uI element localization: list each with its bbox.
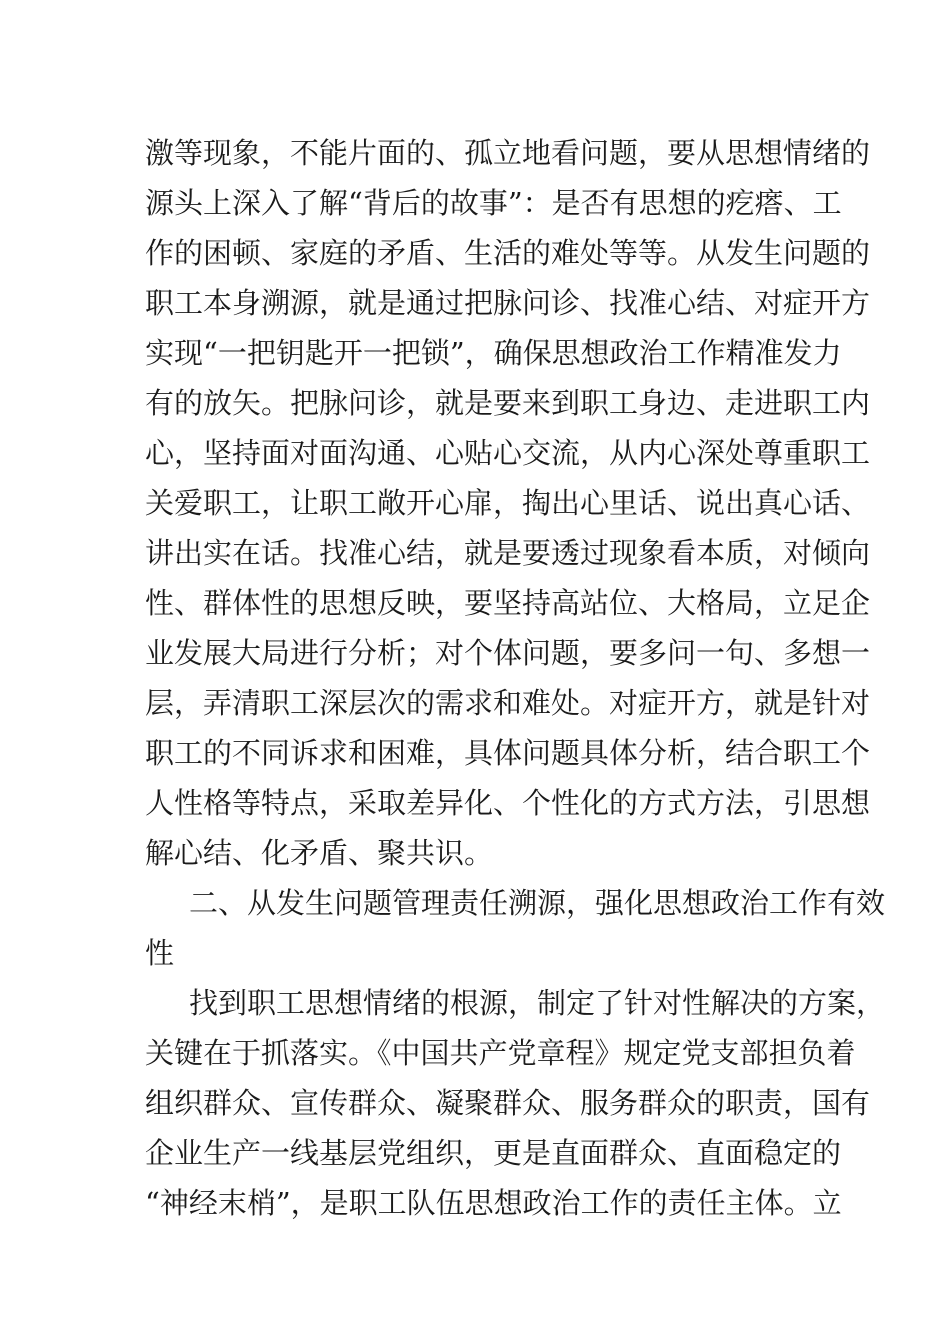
text-line: 组织群众、宣传群众、凝聚群众、服务群众的职责，国有 <box>145 1086 871 1120</box>
heading-line: 二、从发生问题管理责任溯源，强化思想政治工作有效 <box>189 886 886 920</box>
text-line: 激等现象，不能片面的、孤立地看问题，要从思想情绪的 <box>145 136 871 170</box>
text-line: 业发展大局进行分析；对个体问题，要多问一句、多想一 <box>145 636 871 670</box>
text-line: 源头上深入了解“背后的故事”：是否有思想的疙瘩、工 <box>145 186 842 220</box>
text-line: “神经末梢”，是职工队伍思想政治工作的责任主体。立 <box>145 1186 842 1220</box>
text-line: 职工本身溯源，就是通过把脉问诊、找准心结、对症开方 <box>145 286 871 320</box>
text-line: 关键在于抓落实。《中国共产党章程》规定党支部担负着 <box>145 1036 856 1070</box>
paragraph-1 <box>145 128 871 878</box>
paragraph-2 <box>145 978 886 1228</box>
heading-line: 性 <box>145 936 175 970</box>
text-line: 解心结、化矛盾、聚共识。 <box>145 836 494 870</box>
text-line: 作的困顿、家庭的矛盾、生活的难处等等。从发生问题的 <box>145 236 871 270</box>
text-line: 性、群体性的思想反映，要坚持高站位、大格局，立足企 <box>145 586 871 620</box>
document-body <box>145 128 886 1228</box>
text-line: 讲出实在话。找准心结，就是要透过现象看本质，对倾向 <box>145 536 871 570</box>
section-heading <box>145 878 886 978</box>
text-line: 有的放矢。把脉问诊，就是要来到职工身边、走进职工内 <box>145 386 871 420</box>
text-line: 企业生产一线基层党组织，更是直面群众、直面稳定的 <box>145 1136 842 1170</box>
text-line: 人性格等特点，采取差异化、个性化的方式方法，引思想 <box>145 786 871 820</box>
text-line: 职工的不同诉求和困难，具体问题具体分析，结合职工个 <box>145 736 871 770</box>
text-line: 心，坚持面对面沟通、心贴心交流，从内心深处尊重职工 <box>145 436 871 470</box>
text-line: 找到职工思想情绪的根源，制定了针对性解决的方案， <box>189 986 886 1020</box>
text-line: 层，弄清职工深层次的需求和难处。对症开方，就是针对 <box>145 686 871 720</box>
text-line: 关爱职工，让职工敞开心扉，掏出心里话、说出真心话、 <box>145 486 871 520</box>
text-line: 实现“一把钥匙开一把锁”，确保思想政治工作精准发力 <box>145 336 842 370</box>
